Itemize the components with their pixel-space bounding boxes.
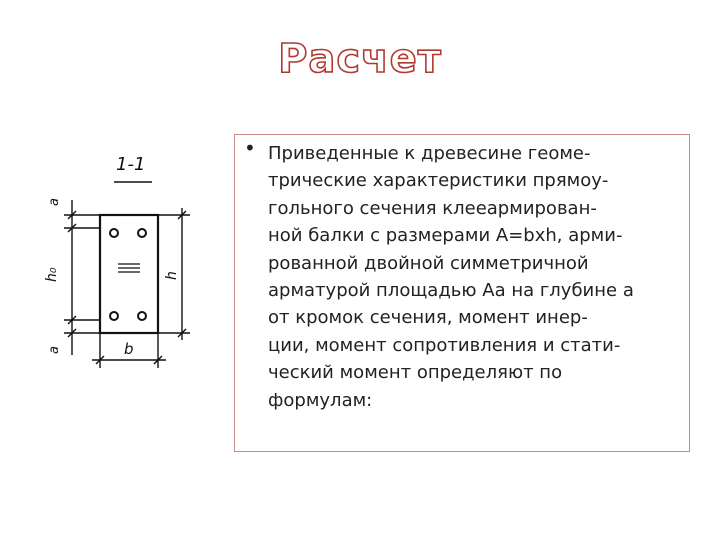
- dim-a-top-label: a: [47, 198, 62, 206]
- rebar-bottom-left: [110, 312, 118, 320]
- dim-h0-label: h₀: [44, 267, 60, 282]
- slide-title: Расчет: [278, 36, 442, 82]
- beam-rectangle: [100, 215, 158, 333]
- section-label: 1-1: [116, 154, 146, 175]
- dim-h-label: h: [164, 271, 180, 280]
- body-paragraph: Приведенные к древесине геоме- трические характеристики прямоу- гольного сечения клееармирован- ной балки с размерами A=bxh, арми- рованной двойной симметричной арматурой площадью Aa на глубине а от кромок сечения, момент инер- ции, момент сопротивления и стати- ческий момент определяют по формулам:: [268, 143, 634, 411]
- dim-b-label: b: [124, 340, 134, 358]
- dim-a-bottom-label: a: [47, 346, 62, 354]
- rebar-bottom-right: [138, 312, 146, 320]
- rebar-top-right: [138, 229, 146, 237]
- beam-section-drawing: [44, 140, 224, 380]
- bullet-marker: •: [244, 136, 256, 160]
- rebar-top-left: [110, 229, 118, 237]
